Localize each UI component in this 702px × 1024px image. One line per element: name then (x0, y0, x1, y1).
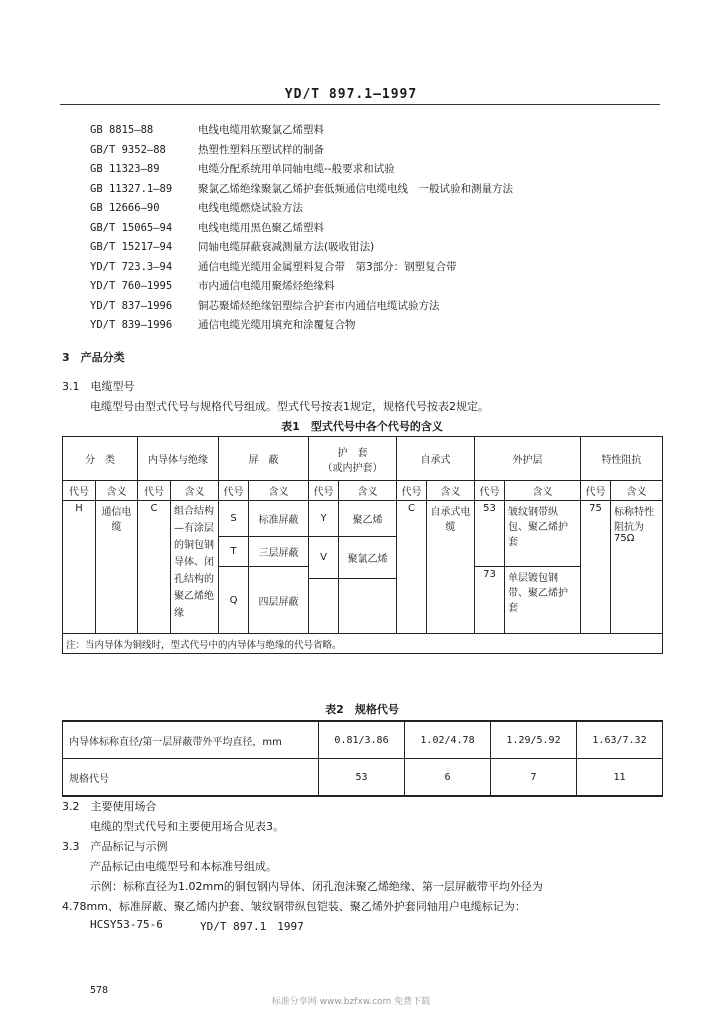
table-cell: V (309, 537, 339, 579)
sub-header-meaning: 含义 (611, 481, 663, 501)
table-cell: 7 (491, 759, 577, 797)
table-cell: H (63, 501, 96, 634)
reference-title: 电缆分配系统用单同轴电缆--般要求和试验 (198, 163, 395, 175)
table-cell: T (219, 537, 249, 567)
reference-item (90, 140, 513, 160)
reference-code: GB/T 9352—88 (90, 143, 166, 156)
reference-title: 电线电缆用软聚氯乙烯塑料 (198, 124, 324, 136)
section-3-3-text: 产品标记由电缆型号和本标准号组成。 (90, 860, 277, 873)
table-cell: 自承式电缆 (427, 501, 475, 634)
page-number: 578 (90, 985, 109, 996)
table-cell: 1.02/4.78 (405, 721, 491, 759)
table-cell: 53 (319, 759, 405, 797)
section-3-2-text: 电缆的型式代号和主要使用场合见表3。 (90, 820, 284, 833)
reference-item (90, 120, 513, 140)
table-1-note: 注：当内导体为铜线时，型式代号中的内导体与绝缘的代号省略。 (63, 634, 663, 654)
normative-references-list (90, 120, 513, 335)
table-2 (62, 720, 663, 797)
section-3-2-heading: 3.2 主要使用场合 (62, 800, 157, 813)
reference-title: 通信电缆光缆用填充和涂覆复合物 (198, 319, 356, 331)
table-cell: 标准屏蔽 (249, 501, 309, 537)
sub-header-code: 代号 (397, 481, 427, 501)
sub-header-code: 代号 (138, 481, 171, 501)
section-3-3-example-line-2: 4.78mm、标准屏蔽、聚乙烯内护套、皱纹钢带纵包铠装、聚乙烯外护套同轴用户电缆标记为： (62, 900, 526, 913)
group-header-line: 护 套 (337, 447, 368, 459)
table-cell (309, 579, 339, 634)
reference-code: YD/T 839—1996 (90, 319, 173, 331)
table-cell (339, 579, 397, 634)
sub-header-meaning: 含义 (96, 481, 138, 501)
table-cell: 单层镀包钢带、聚乙烯护套 (505, 567, 581, 634)
table-cell: 聚氯乙烯 (339, 537, 397, 579)
table-2-caption: 表2 规格代号 (325, 703, 399, 716)
reference-item (90, 179, 513, 199)
table-cell: C (397, 501, 427, 634)
reference-code: GB 11327.1—89 (90, 182, 173, 195)
table-row (63, 721, 663, 759)
reference-title: 市内通信电缆用聚烯烃绝缘料 (198, 280, 335, 292)
table-cell: 三层屏蔽 (249, 537, 309, 567)
table-1 (62, 436, 663, 654)
table-cell: 聚乙烯 (339, 501, 397, 537)
reference-title: 热塑性塑料压塑试样的制备 (198, 143, 324, 156)
sub-header-code: 代号 (581, 481, 611, 501)
reference-item (90, 276, 513, 296)
sub-header-meaning: 含义 (427, 481, 475, 501)
reference-title: 电线电缆用黑色聚乙烯塑料 (198, 221, 324, 234)
table-cell: 皱纹钢带纵包、聚乙烯护套 (505, 501, 581, 567)
table-cell: 四层屏蔽 (249, 567, 309, 634)
table-cell: 通信电缆 (96, 501, 138, 634)
sub-header-code: 代号 (309, 481, 339, 501)
table-note-row (63, 634, 663, 654)
table-cell: 6 (405, 759, 491, 797)
table-cell: 73 (475, 567, 505, 634)
sub-header-meaning: 含义 (505, 481, 581, 501)
sub-header-code: 代号 (219, 481, 249, 501)
header-rule (60, 104, 660, 105)
standard-number-header: YD/T 897.1—1997 (284, 87, 418, 102)
reference-item (90, 257, 513, 277)
reference-title: 铜芯聚烯烃绝缘铝塑综合护套市内通信电缆试验方法 (198, 299, 440, 312)
table-cell: 53 (475, 501, 505, 567)
reference-item (90, 315, 513, 335)
example-model-code: HCSY53-75-6 (90, 918, 163, 931)
reference-code: GB/T 15217—94 (90, 241, 173, 253)
group-header: 外护层 (475, 437, 581, 481)
group-header-line: （或内护套） (322, 462, 383, 474)
section-3-3-example-line-1: 示例：标称直径为1.02mm的铜包钢内导体、闭孔泡沫聚乙烯绝缘、第一层屏蔽带平均外径为 (90, 880, 543, 893)
reference-title: 同轴电缆屏蔽衰减测量方法(吸收钳法) (198, 241, 375, 253)
section-3-1-heading: 3.1 电缆型号 (62, 380, 135, 393)
table-cell: 11 (577, 759, 663, 797)
table-cell: 1.63/7.32 (577, 721, 663, 759)
reference-code: YD/T 760—1995 (90, 280, 173, 292)
watermark-text: 标准分享网 www.bzfxw.com 免费下载 (271, 997, 431, 1007)
table-row-label: 内导体标称直径/第一层屏蔽带外平均直径，mm (63, 721, 319, 759)
reference-item (90, 159, 513, 179)
table-cell: 0.81/3.86 (319, 721, 405, 759)
group-header: 分 类 (63, 437, 138, 481)
reference-title: 电线电缆燃烧试验方法 (198, 202, 303, 214)
reference-code: GB/T 15065—94 (90, 221, 173, 234)
reference-code: YD/T 837—1996 (90, 299, 173, 312)
table-row (63, 759, 663, 797)
table-cell: Q (219, 567, 249, 634)
sub-header-code: 代号 (63, 481, 96, 501)
group-header: 特性阻抗 (581, 437, 663, 481)
sub-header-meaning: 含义 (339, 481, 397, 501)
reference-code: GB 12666—90 (90, 202, 160, 214)
section-3-1-text: 电缆型号由型式代号与规格代号组成。型式代号按表1规定，规格代号按表2规定。 (90, 400, 489, 413)
table-1-caption: 表1 型式代号中各个代号的含义 (281, 420, 443, 433)
group-header: 屏 蔽 (219, 437, 309, 481)
sub-header-code: 代号 (475, 481, 505, 501)
group-header: 自承式 (397, 437, 475, 481)
reference-code: GB 8815—88 (90, 124, 154, 136)
table-cell: C (138, 501, 171, 634)
section-3-3-heading: 3.3 产品标记与示例 (62, 840, 168, 853)
table-cell: 标称特性阻抗为75Ω (611, 501, 663, 634)
section-3-heading: 3 产品分类 (62, 351, 125, 364)
table-row-label: 规格代号 (63, 759, 319, 797)
table-row (63, 501, 663, 537)
sub-header-meaning: 含义 (171, 481, 219, 501)
reference-item (90, 218, 513, 238)
table-cell: 75 (581, 501, 611, 634)
group-header (309, 437, 397, 481)
table-cell: Y (309, 501, 339, 537)
table-cell: S (219, 501, 249, 537)
reference-item (90, 198, 513, 218)
reference-item (90, 237, 513, 257)
reference-code: YD/T 723.3—94 (90, 260, 173, 273)
reference-code: GB 11323—89 (90, 163, 160, 175)
table-1-group-header-row (63, 437, 663, 481)
example-standard-number: YD/T 897.1 1997 (200, 920, 304, 933)
table-cell: 组合结构—有涂层的铜包钢导体、闭孔结构的聚乙烯绝缘 (171, 501, 219, 634)
table-cell: 1.29/5.92 (491, 721, 577, 759)
group-header: 内导体与绝缘 (138, 437, 219, 481)
table-1-sub-header-row (63, 481, 663, 501)
reference-title: 聚氯乙烯绝缘聚氯乙烯护套低频通信电缆电线 一般试验和测量方法 (198, 182, 513, 195)
reference-title: 通信电缆光缆用金属塑料复合带 第3部分：钢塑复合带 (198, 260, 457, 273)
sub-header-meaning: 含义 (249, 481, 309, 501)
reference-item (90, 296, 513, 316)
